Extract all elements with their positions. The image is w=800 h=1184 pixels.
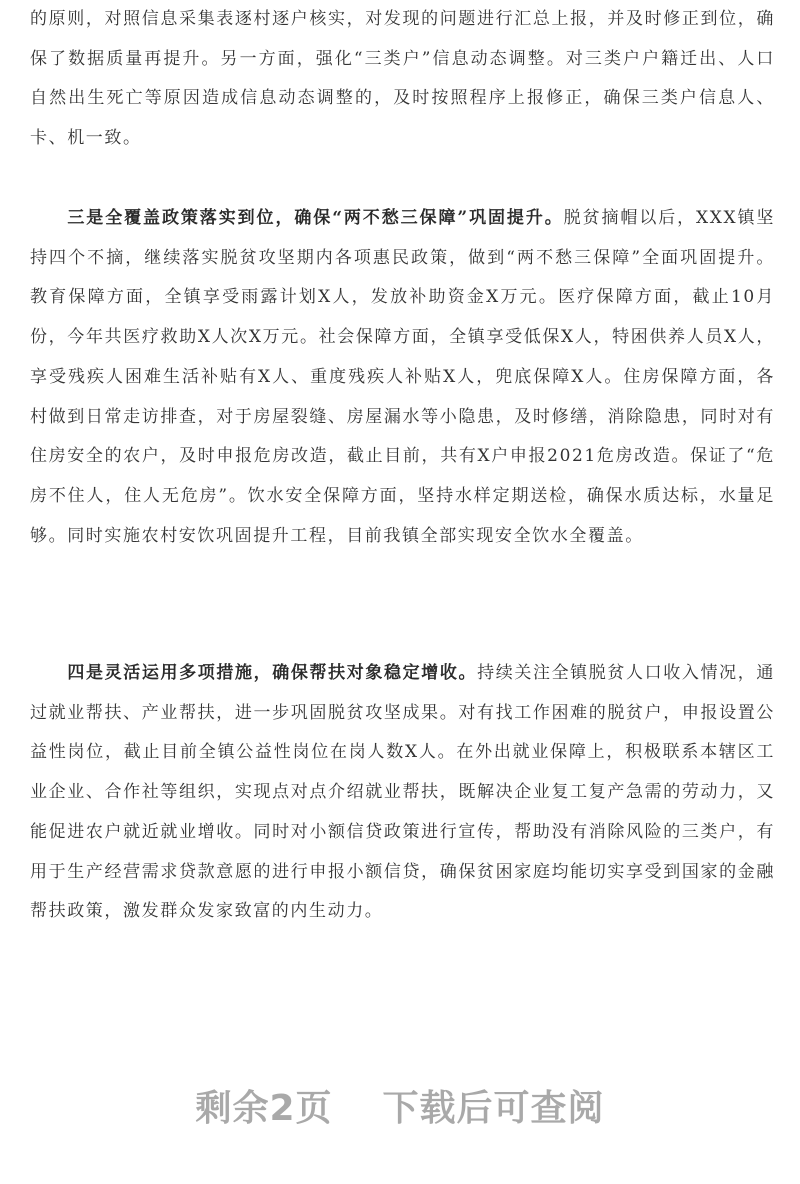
- download-hint-text: 下载后可查阅: [382, 1088, 605, 1129]
- paragraph-body: 持续关注全镇脱贫人口收入情况，通过就业帮扶、产业帮扶，进一步巩固脱贫攻坚成果。对有找工作困难的脱贫户，申报设置公益性岗位，截止目前全镇公益性岗位在岗人数X人。在外出就业保障上，积极联系本辖区工业企业、合作社等组织，实现点对点介绍就业帮扶，既解决企业复工复产急需的劳动力，又能促进农户就近就业增收。同时对小额信贷政策进行宣传，帮助没有消除风险的三类户，有用于生产经营需求贷款意愿的进行申报小额信贷，确保贫困家庭均能切实享受到国家的金融帮扶政策，激发群众发家致富的内生动力。: [30, 663, 776, 922]
- paragraph-policy-guarantee: [30, 199, 775, 556]
- remaining-pages-text: 剩余2页: [195, 1088, 333, 1129]
- paragraph-body: 的原则，对照信息采集表逐村逐户核实，对发现的问题进行汇总上报，并及时修正到位，确保了数据质量再提升。另一方面，强化“三类户”信息动态调整。对三类户户籍迁出、人口自然出生死亡等原因造成信息动态调整的，及时按照程序上报修正，确保三类户信息人、卡、机一致。: [30, 9, 775, 149]
- paragraph-data-verification: [30, 0, 775, 159]
- download-notice[interactable]: [0, 1080, 800, 1131]
- paragraph-lead: 四是灵活运用多项措施，确保帮扶对象稳定增收。: [67, 663, 478, 683]
- paragraph-income-support: [30, 654, 775, 932]
- paragraph-lead: 三是全覆盖政策落实到位，确保“两不愁三保障”巩固提升。: [67, 208, 564, 228]
- paragraph-body: 脱贫摘帽以后，XXX镇坚持四个不摘，继续落实脱贫攻坚期内各项惠民政策，做到“两不愁三保障”全面巩固提升。教育保障方面，全镇享受雨露计划X人，发放补助资金X万元。医疗保障方面，截止10月份，今年共医疗救助X人次X万元。社会保障方面，全镇享受低保X人，特困供养人员X人，享受残疾人困难生活补贴有X人、重度残疾人补贴X人，兜底保障X人。住房保障方面，各村做到日常走访排查，对于房屋裂缝、房屋漏水等小隐患，及时修缮，消除隐患，同时对有住房安全的农户，及时申报危房改造，截止目前，共有X户申报2021危房改造。保证了“危房不住人，住人无危房”。饮水安全保障方面，坚持水样定期送检，确保水质达标，水量足够。同时实施农村安饮巩固提升工程，目前我镇全部实现安全饮水全覆盖。: [30, 208, 775, 546]
